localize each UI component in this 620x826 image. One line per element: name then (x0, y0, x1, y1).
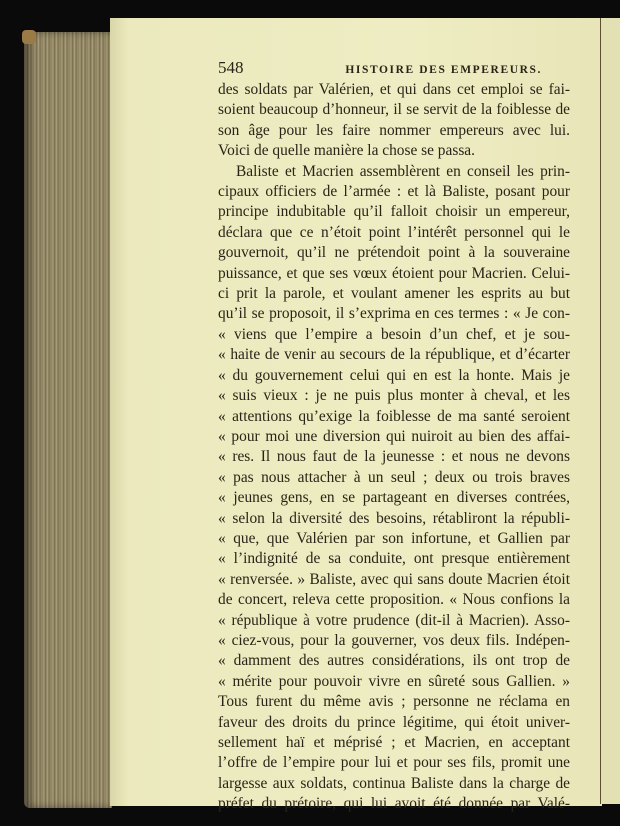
page-text (218, 58, 570, 815)
text-line: déclara que ce n’étoit point l’intérêt personnel qui le (218, 223, 570, 241)
text-line: « suis vieux : je ne puis plus monter à cheval, et les (218, 387, 570, 405)
text-line: soient beaucoup d’honneur, il se servit de la foiblesse de (218, 101, 570, 119)
text-line: Baliste et Macrien assemblèrent en conseil les prin- (236, 162, 570, 180)
text-line: qu’il se proposoit, il s’exprima en ces termes : « Je con- (218, 305, 570, 323)
text-line: « pour moi une diversion qui nuiroit au bien des affai- (218, 427, 570, 445)
text-line: sellement haï et méprisé ; et Macrien, en acceptant (218, 734, 570, 751)
page-header (218, 58, 570, 80)
text-line: « du gouvernement celui qui en est la honte. Mais je (218, 366, 570, 384)
text-line: « attentions qu’exige la foiblesse de ma santé seroient (218, 407, 570, 425)
text-line: faveur des droits du prince légitime, qui étoit univer- (218, 713, 570, 731)
text-line: gouvernoit, qu’il ne prétendoit point à la souveraine (218, 244, 570, 262)
text-line: « damment des autres considérations, ils ont trop de (218, 652, 570, 670)
text-line: puissance, et que ses vœux étoient pour Macrien. Celui- (218, 264, 570, 282)
text-line: de concert, releva cette proposition. « Nous confions la (218, 591, 570, 609)
body-text (218, 80, 570, 815)
text-line: « viens que l’empire a besoin d’un chef, et je sou- (218, 325, 570, 343)
facing-page-edge (600, 18, 620, 804)
text-line: « pas nous attacher à un seul ; deux ou trois braves (218, 468, 570, 486)
text-line: préfet du prétoire, qui lui avoit été donnée par Valé- (218, 795, 570, 813)
text-line: « renversée. » Baliste, avec qui sans doute Macrien étoit (218, 570, 570, 588)
text-line: son âge pour les faire nommer empereurs avec lui. (218, 121, 570, 139)
text-line: largesse aux soldats, continua Baliste dans la charge de (218, 774, 570, 792)
text-line: « haite de venir au secours de la république, et d’écarter (218, 346, 570, 364)
text-line: « res. Il nous faut de la jeunesse : et nous ne devons (218, 448, 570, 466)
book-cover-corner (22, 30, 36, 44)
running-title: HISTOIRE DES EMPEREURS. (345, 64, 542, 76)
text-line: Voici de quelle manière la chose se passa. (218, 142, 475, 160)
text-line: ci prit la parole, et voulant amener les esprits au but (218, 285, 570, 303)
text-line: des soldats par Valérien, et qui dans cet emploi se fai- (218, 81, 570, 98)
page-number: 548 (218, 58, 244, 77)
text-line: « ciez-vous, pour la gouverner, vos deux fils. Indépen- (218, 631, 570, 649)
text-line: principe indubitable qu’il falloit choisir un empereur, (218, 203, 570, 221)
text-line: « république à votre prudence (dit-il à Macrien). Asso- (218, 611, 570, 629)
text-line: « l’indignité de sa conduite, ont presque entièrement (218, 550, 570, 568)
text-line: « que, que Valérien par son infortune, et Gallien par (218, 529, 570, 547)
text-line: cipaux officiers de l’armée : et là Baliste, posant pour (218, 183, 570, 201)
page-stack-edge (24, 32, 112, 808)
text-line: Tous furent du même avis ; personne ne réclama en (218, 693, 570, 711)
text-line: « selon la diversité des besoins, rétabliront la républi- (218, 509, 570, 527)
text-line: l’offre de l’empire pour lui et pour ses fils, promit une (218, 754, 570, 772)
text-line: « mérite pour pouvoir vivre en sûreté sous Gallien. » (218, 672, 570, 690)
text-line: « jeunes gens, en se partageant en diverses contrées, (218, 489, 570, 507)
